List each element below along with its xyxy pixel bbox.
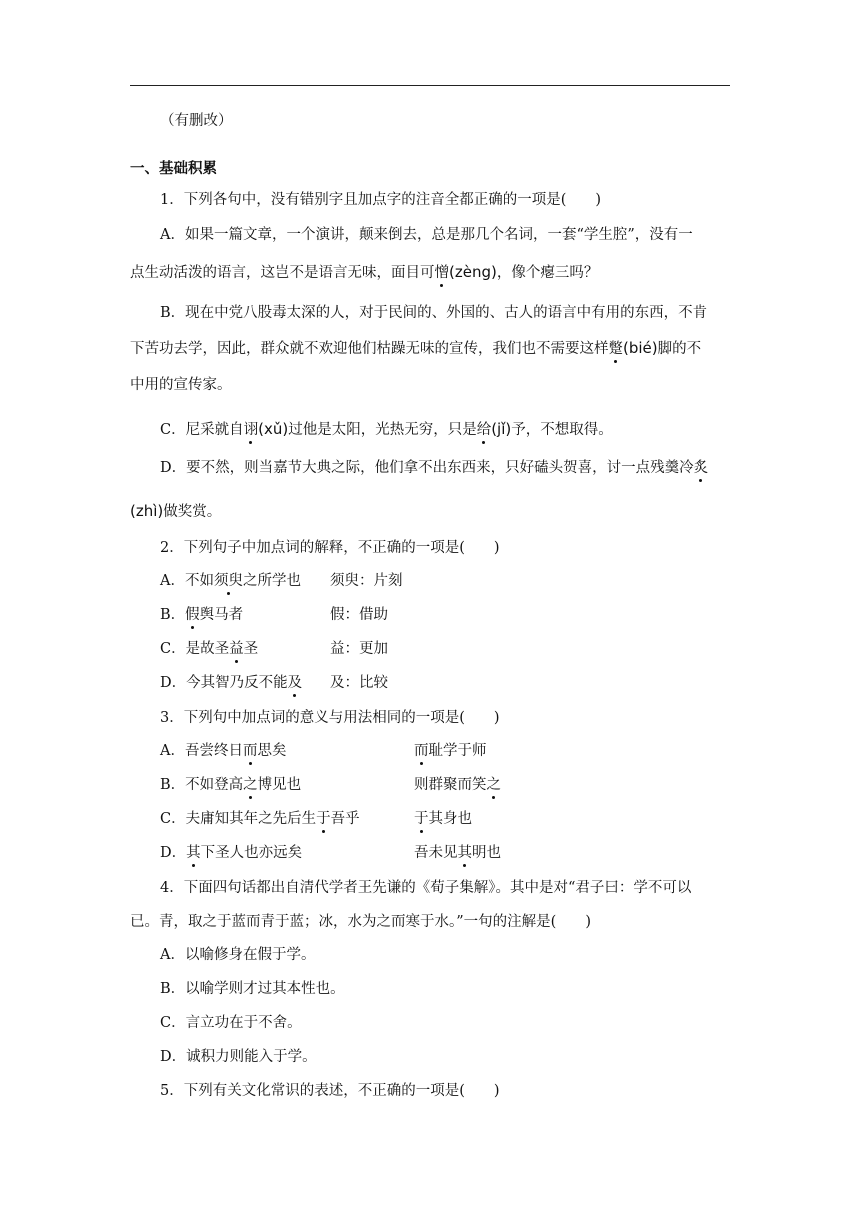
- header-rule: [130, 85, 730, 86]
- q3-option-a: A．吾尝终日而思矣 而耻学于师: [160, 743, 487, 759]
- q2-answer-d: 及：比较: [330, 675, 388, 691]
- dotted-word: 益: [229, 641, 244, 657]
- dotted-char: 诩: [243, 422, 259, 438]
- q1-option-a-line2: 点生动活泼的语言，这岂不是语言无味，面目可憎(zèng)，像个瘪三吗？: [130, 263, 599, 281]
- q1-option-b-line2: 下苦功去学，因此，群众就不欢迎他们枯躁无味的宣传，我们也不需要这样蹩(bié)脚的不: [130, 339, 702, 357]
- q3-compare-a: 而耻学于师: [414, 743, 487, 759]
- q1-option-b-line3: 中用的宣传家。: [130, 377, 232, 393]
- dotted-word: 须臾: [213, 573, 243, 589]
- dotted-char: 之: [486, 777, 501, 793]
- pinyin: (bié): [623, 339, 658, 357]
- q2-option-d: D．今其智乃反不能及 及：比较: [160, 675, 388, 691]
- q3-option-c: C．夫庸知其年之先后生于吾乎 于其身也: [160, 811, 472, 827]
- q2-option-a: A．不如须臾之所学也 须臾：片刻: [160, 573, 403, 589]
- q1-option-a-line1: A．如果一篇文章，一个演讲，颠来倒去，总是那几个名词，一套“学生腔”，没有一: [160, 227, 693, 243]
- dotted-char: 其: [186, 845, 201, 861]
- q3-compare-b: 则群聚而笑之: [414, 777, 501, 793]
- q2-stem: 2．下列句子中加点词的解释，不正确的一项是( ): [160, 540, 500, 556]
- dotted-char: 于: [316, 811, 331, 827]
- q3-compare-c: 于其身也: [414, 811, 472, 827]
- pinyin: (jǐ): [491, 420, 512, 438]
- q4-option-c: C．言立功在于不舍。: [160, 1015, 302, 1031]
- q2-option-c: C．是故圣益圣 益：更加: [160, 641, 388, 657]
- q4-option-b: B．以喻学则才过其本性也。: [160, 981, 345, 997]
- note: （有删改）: [160, 113, 233, 129]
- q2-answer-b: 假：借助: [330, 607, 388, 623]
- q2-option-b: B．假舆马者 假：借助: [160, 607, 388, 623]
- q3-option-b: B．不如登高之博见也 则群聚而笑之: [160, 777, 501, 793]
- dotted-char: 之: [243, 777, 258, 793]
- dotted-char: 憎: [434, 265, 449, 281]
- q1-option-d-line2: (zhì)做奖赏。: [130, 502, 222, 520]
- dotted-char: 其: [457, 845, 472, 861]
- pinyin: (zhì): [130, 502, 164, 520]
- dotted-char: 炙: [693, 460, 709, 476]
- section-heading: 一、基础积累: [130, 160, 217, 177]
- q4-stem-line2: 已。青，取之于蓝而青于蓝；冰，水为之而寒于水。”一句的注解是( ): [130, 914, 591, 930]
- dotted-word: 假: [185, 607, 200, 623]
- q1-option-c: C．尼采就自诩(xǔ)过他是太阳，光热无穷，只是给(jǐ)予，不想取得。: [160, 420, 613, 438]
- dotted-char: 于: [414, 811, 429, 827]
- dotted-char: 而: [242, 743, 258, 759]
- q5-stem: 5．下列有关文化常识的表述，不正确的一项是( ): [160, 1083, 500, 1099]
- q3-stem: 3．下列句中加点词的意义与用法相同的一项是( ): [160, 710, 500, 726]
- pinyin: (zèng): [449, 263, 497, 281]
- q3-compare-d: 吾未见其明也: [414, 845, 501, 861]
- q1-stem: 1．下列各句中，没有错别字且加点字的注音全都正确的一项是( ): [160, 192, 602, 208]
- dotted-word: 及: [287, 675, 303, 691]
- dotted-char: 给: [476, 422, 492, 438]
- q4-stem-line1: 4．下面四句话都出自清代学者王先谦的《荀子集解》。其中是对“君子曰：学不可以: [160, 880, 692, 896]
- q1-option-d-line1: D．要不然，则当嘉节大典之际，他们拿不出东西来，只好磕头贺喜，讨一点残羹冷炙: [160, 460, 709, 476]
- dotted-char: 蹩: [608, 341, 623, 357]
- dotted-char: 而: [414, 743, 429, 759]
- q4-option-d: D．诚积力则能入于学。: [160, 1049, 317, 1065]
- q4-option-a: A．以喻修身在假于学。: [160, 947, 316, 963]
- q2-answer-c: 益：更加: [330, 641, 388, 657]
- pinyin: (xǔ): [258, 420, 289, 438]
- q1-option-b-line1: B．现在中党八股毒太深的人，对于民间的、外国的、古人的语言中有用的东西，不肯: [160, 305, 708, 321]
- q3-option-d: D．其下圣人也亦远矣 吾未见其明也: [160, 845, 501, 861]
- q2-answer-a: 须臾：片刻: [330, 573, 403, 589]
